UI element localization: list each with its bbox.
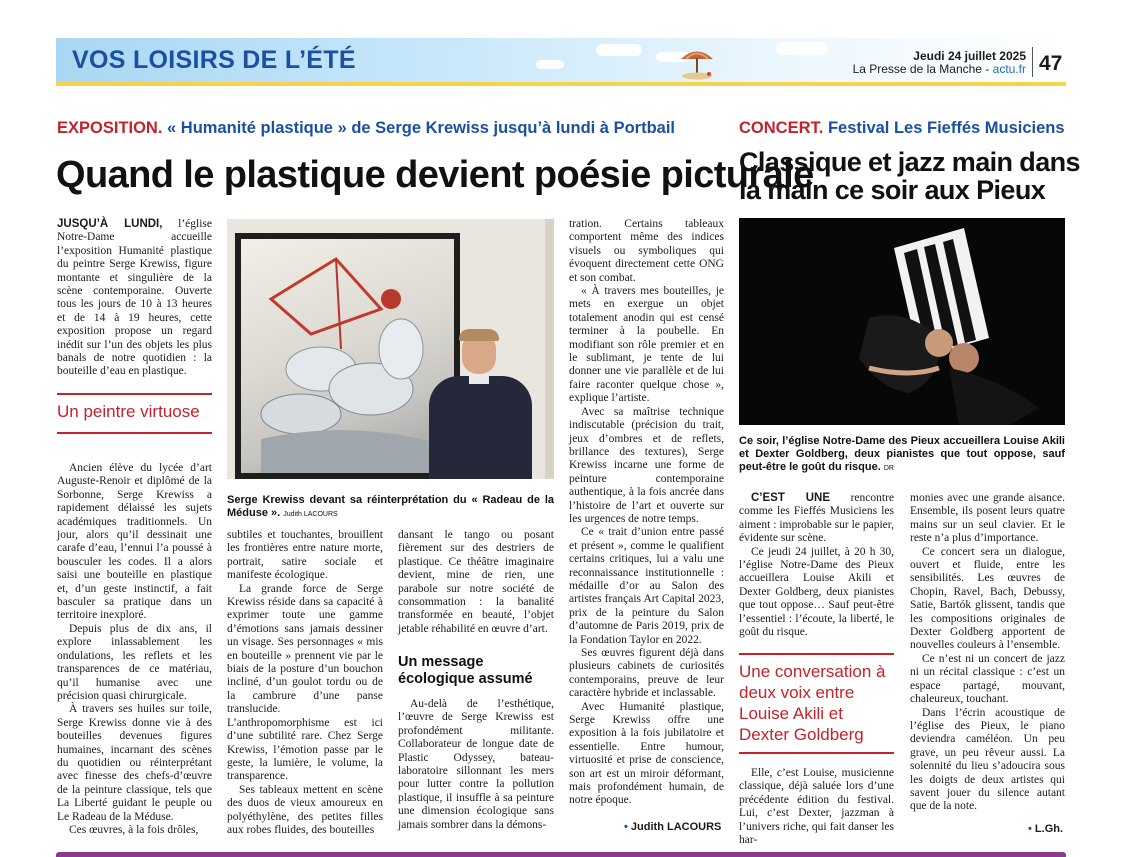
article2-colA-body bbox=[739, 492, 894, 639]
article2-headline bbox=[739, 148, 1080, 204]
headline-line: la main ce soir aux Pieux bbox=[739, 175, 1046, 205]
headline-line: Classique et jazz main dans bbox=[739, 147, 1080, 177]
article2-kicker bbox=[739, 119, 1065, 138]
paragraph: Depuis plus de dix ans, il explore inlassablement les ondulations, les reflets et les transparences de ce matériau, qu’il humanise avec une précision quasi chirurgicale. bbox=[57, 622, 212, 702]
publication-label: La Presse de la Manche - bbox=[852, 62, 993, 76]
article1-col1-body bbox=[57, 462, 212, 837]
paragraph: Ce concert sera un dialogue, ouvert et fluide, entre les sensibilités. Les œuvres de Chopin, Ravel, Bach, Debussy, Satie, Bartók glissent, tandis que les compositions originales de Dexter Goldberg apportent de nouvelles couleurs à l’ensemble. bbox=[910, 545, 1065, 652]
subhead-rule bbox=[739, 752, 894, 754]
paragraph: monies avec une grande aisance. Ensemble, ils posent leurs quatre mains sur un seul clavier. Et le reste n’a plus d’importance. bbox=[910, 492, 1065, 545]
section-title: VOS LOISIRS DE L’ÉTÉ bbox=[72, 46, 356, 74]
paragraph: Ses œuvres figurent déjà dans plusieurs cabinets de curiosités contemporains, preuve de leur caractère hybride et inclassable. bbox=[569, 647, 724, 700]
article1-kicker-text: « Humanité plastique » de Serge Krewiss jusqu’à lundi à Portbail bbox=[167, 119, 675, 137]
paragraph: Avec sa maîtrise technique indiscutable (précision du trait, jeux d’ombres et de reflets, brillance des textures), Serge Krewiss incarne une forme de peinture contemporaine authentique, à la fois ancrée dans l’histoire de l’art et ouverte sur les urgences de notre temps. bbox=[569, 405, 724, 525]
cloud-decoration bbox=[536, 60, 564, 69]
subhead-rule bbox=[57, 432, 212, 434]
article1-headline: Quand le plastique devient poésie picturale bbox=[56, 154, 814, 196]
article2-lead-bold: C’EST UNE bbox=[751, 492, 831, 504]
author-name: L.Gh. bbox=[1034, 823, 1064, 835]
paragraph: Ce n’est ni un concert de jazz ni un récital classique : c’est un espace partagé, mouvant, chaleureux, touchant. bbox=[910, 652, 1065, 706]
paragraph: tration. Certains tableaux comportent même des indices visuels ou symboliques qui évoquent directement cette ONG et son combat. bbox=[569, 218, 724, 284]
paragraph: À travers ses huiles sur toile, Serge Krewiss donne vie à des bouteilles devenues figures humaines, incarnant des scènes du quotidien ou réinterprétant avec finesse des chefs-d’œuvre de la peinture classique, tels que La Liberté guidant le peuple ou Le Radeau de la Méduse. bbox=[57, 703, 212, 823]
caption-text: Ce soir, l’église Notre-Dame des Pieux accueillera Louise Akili et Dexter Goldberg, deux pianistes que tout oppose, sauf peut-être le goût du risque. bbox=[739, 435, 1065, 473]
header-divider bbox=[1032, 47, 1033, 77]
caption-text: Serge Krewiss devant sa réinterprétation du « Radeau de la Méduse ». bbox=[227, 494, 554, 519]
paragraph: subtiles et touchantes, brouillent les frontières entre nature morte, portrait, satire sociale et manifeste écologique. bbox=[227, 529, 383, 582]
article1-subhead1: Un peintre virtuose bbox=[57, 402, 200, 421]
publication-name bbox=[820, 62, 1026, 76]
article2-lead-text: rencontre comme les Fieffés Musiciens les aiment : improbable sur le papier, évidente sur scène. bbox=[739, 492, 895, 545]
paragraph: Ancien élève du lycée d’art Auguste-Renoir et diplômé de la Sorbonne, Serge Krewiss a rapidement délaissé les sujets académiques traditionnels. Un jour, alors qu’il dessinait une carafe d’eau, l’ennui l’a poussé à bousculer les codes. Il a alors saisi une bouteille en plastique et, d’un geste instinctif, a fait basculer sa pratique dans un territoire inexploré. bbox=[57, 462, 212, 622]
article2-category: CONCERT. bbox=[739, 119, 824, 137]
paragraph: Ses tableaux mettent en scène des duos de vieux amoureux en polyéthylène, des petites filles aux robes fluides, des bouteilles bbox=[227, 783, 383, 836]
page-number: 47 bbox=[1039, 52, 1063, 75]
article1-photo bbox=[227, 219, 554, 479]
painting-image bbox=[241, 239, 454, 473]
author-name: Judith LACOURS bbox=[630, 821, 722, 833]
issue-date: Jeudi 24 juillet 2025 bbox=[913, 49, 1026, 63]
article1-kicker bbox=[57, 119, 675, 138]
publication-domain-link[interactable]: actu.fr bbox=[992, 62, 1026, 76]
beach-umbrella-icon bbox=[678, 44, 716, 80]
article1-col2-body bbox=[227, 529, 383, 837]
article1-lead-text: l’église Notre-Dame accueille l’exposition Humanité plastique du peintre Serge Krewiss, figure montante et singulière de la scène contemporaine. Ouverte tous les jours de 10 à 13 heures et de 14 à 19 heures, cette exposition propose un regard inédit sur l’un des objets les plus banals de notre quotidien : la bouteille d’eau en plastique. bbox=[57, 218, 212, 378]
paragraph: Au-delà de l’esthétique, l’œuvre de Serge Krewiss est profondément militante. Collaborateur de longue date de Plastic Odyssey, bateau-laboratoire sillonnant les mers pour lutter contre la pollution plastique, il insuffle à sa peinture une dimension écologique sans jamais sombrer dans la démons- bbox=[398, 698, 554, 831]
article2-subhead: Une conversation à deux voix entre Louise Akili et Dexter Goldberg bbox=[739, 662, 886, 744]
article2-kicker-text: Festival Les Fieffés Musiciens bbox=[827, 119, 1065, 137]
article2-colA-body-2 bbox=[739, 767, 894, 847]
article1-lead bbox=[57, 218, 212, 379]
paragraph: dansant le tango ou posant fièrement sur des destriers de plastique. Ce théâtre imaginaire devient, mine de rien, une parabole sur notre société de consommation : la banalité transformée en beauté, l’objet jetable réhabilité en œuvre d’art. bbox=[398, 529, 554, 635]
pianists-image bbox=[739, 218, 1065, 425]
paragraph: Ces œuvres, à la fois drôles, bbox=[69, 823, 199, 836]
paragraph: Avec Humanité plastique, Serge Krewiss offre une exposition à la fois jubilatoire et essentielle. Entre humour, virtuosité et prise de conscience, son art est un miroir déformant, mais profondément humain, de notre époque. bbox=[569, 700, 724, 807]
article1-col3-body-2 bbox=[398, 698, 554, 832]
paragraph: « À travers mes bouteilles, je mets en exergue un objet totalement anodin qui est censé terminer à la poubelle. En modifiant son rôle premier et en le sublimant, je tente de lui donner une vie parallèle et de lui faire raconter quelque chose », explique l’artiste. bbox=[569, 285, 724, 405]
article2-signature: • L.Gh. bbox=[1028, 823, 1064, 835]
cloud-decoration bbox=[596, 44, 642, 56]
article2-colB-body bbox=[910, 492, 1065, 814]
article1-category: EXPOSITION. bbox=[57, 119, 163, 137]
article1-subhead2: Un message écologique assumé bbox=[398, 654, 533, 687]
article1-lead-bold: JUSQU’À LUNDI, bbox=[57, 218, 163, 230]
cloud-decoration bbox=[776, 42, 828, 55]
article1-col4-body bbox=[569, 218, 724, 808]
footer-band bbox=[56, 852, 1066, 857]
article1-col3-body bbox=[398, 529, 554, 636]
article1-signature: • Judith LACOURS bbox=[624, 821, 722, 833]
photo-credit: Judith LACOURS bbox=[283, 511, 338, 518]
article1-photo-caption bbox=[227, 494, 554, 521]
subhead-rule bbox=[57, 393, 212, 395]
article2-photo bbox=[739, 218, 1065, 425]
photo-credit: DR bbox=[883, 465, 894, 472]
paragraph: Dans l’écrin acoustique de l’église des Pieux, le piano deviendra caméléon. Un peu grave, un peu rêveur aussi. La solennité du lieu s’adoucira sous les doigts de deux artistes qui savent jouer du silence autant que de la note. bbox=[910, 706, 1065, 813]
paragraph: Ce « trait d’union entre passé et présent », comme le qualifient certains critiques, lui a valu une reconnaissance institutionnelle : médaille d’or au Salon des artistes français Art Capital 2023, prix de la peinture du Salon d’automne de Paris 2019, prix de la Fondation Taylor en 2022. bbox=[569, 526, 724, 646]
paragraph: Elle, c’est Louise, musicienne classique, déjà saluée lors d’une précédente édition du festival. Lui, c’est Dexter, jazzman à l’univers riche, qui fait danser les har- bbox=[739, 767, 894, 847]
artist-figure bbox=[429, 332, 532, 479]
paragraph: Ce jeudi 24 juillet, à 20 h 30, l’église Notre-Dame des Pieux accueillera Louise Akili et Dexter Goldberg, deux pianistes que tout oppose… Sauf peut-être l’essentiel : l’écoute, la liberté, le goût du risque. bbox=[739, 545, 894, 639]
subhead-rule bbox=[739, 653, 894, 655]
paragraph: La grande force de Serge Krewiss réside dans sa capacité à exprimer toute une gamme d’émotions sans jamais dessiner un visage. Ses personnages « mis en bouteille » prennent vie par le biais de la posture d’un bouchon incliné, d’un goulot tordu ou de la cambrure d’une panse translucide. L’anthropomorphisme est ici d’une subtilité rare. Chez Serge Krewiss, l’émotion passe par le geste, la lumière, le volume, la transparence. bbox=[227, 582, 383, 783]
article2-photo-caption bbox=[739, 435, 1065, 475]
